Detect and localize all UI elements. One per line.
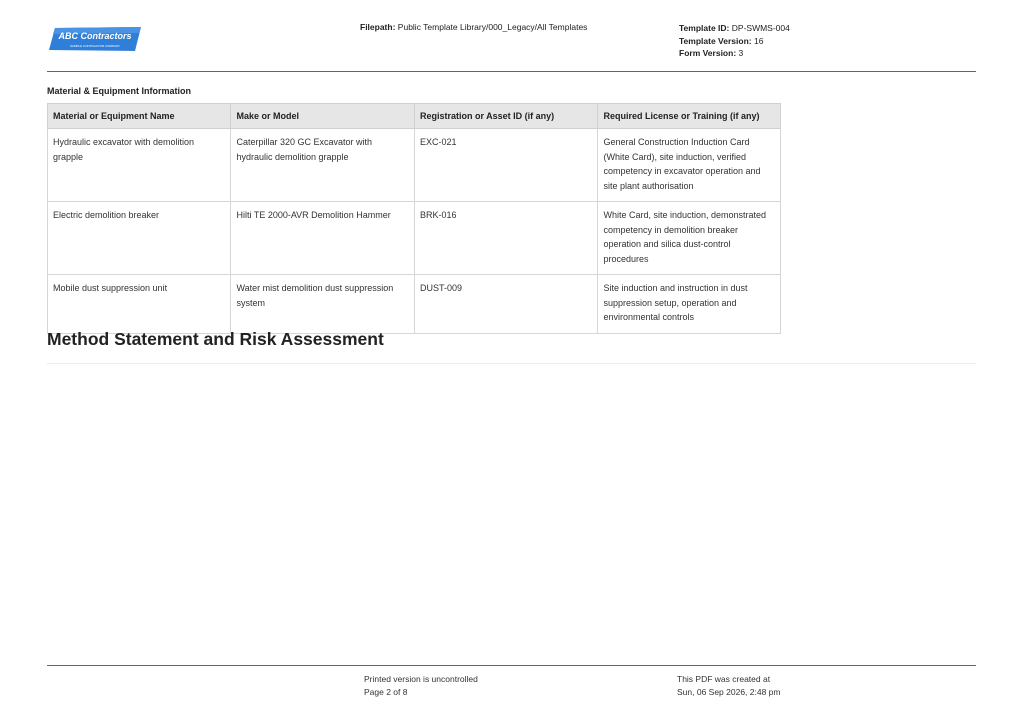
column-header: Required License or Training (if any)	[598, 104, 781, 129]
template-id-value: DP-SWMS-004	[731, 23, 790, 33]
asset-id-cell: EXC-021	[414, 129, 598, 202]
filepath-value: Public Template Library/000_Legacy/All Templates	[397, 22, 588, 32]
footer-left	[364, 673, 478, 698]
uncontrolled-notice: Printed version is uncontrolled	[364, 674, 478, 684]
logo-text: ABC Contractors	[58, 31, 132, 41]
filepath	[360, 22, 587, 32]
company-logo	[49, 26, 141, 52]
training-cell: Site induction and instruction in dust suppression setup, operation and environmental controls	[598, 275, 781, 334]
training-cell: White Card, site induction, demonstrated competency in demolition breaker operation and silica dust-control procedures	[598, 202, 781, 275]
make-model-cell: Water mist demolition dust suppression system	[231, 275, 414, 334]
template-version-value: 16	[753, 35, 764, 46]
table-header-row	[48, 104, 781, 129]
logo-subtext: SAMPLE CONTRACTOR COMPANY	[70, 44, 120, 48]
equipment-name-cell: Electric demolition breaker	[48, 202, 231, 275]
template-id	[679, 22, 790, 35]
footer-right	[677, 673, 781, 698]
form-version-value: 3	[738, 48, 744, 58]
asset-id-cell: BRK-016	[414, 202, 598, 275]
column-header: Make or Model	[231, 104, 414, 129]
column-header: Material or Equipment Name	[48, 104, 231, 129]
page-info: Page 2 of 8	[364, 686, 408, 697]
template-version	[679, 35, 790, 48]
template-id-label: Template ID:	[679, 23, 730, 33]
asset-id-cell: DUST-009	[414, 275, 598, 334]
equipment-name-cell: Mobile dust suppression unit	[48, 275, 231, 334]
make-model-cell: Hilti TE 2000-AVR Demolition Hammer	[231, 202, 414, 275]
table-row	[48, 275, 781, 334]
template-version-label: Template Version:	[679, 35, 752, 46]
page-header	[47, 20, 976, 70]
equipment-name-cell: Hydraulic excavator with demolition grapple	[48, 129, 231, 202]
table-row	[48, 202, 781, 275]
form-version	[679, 47, 790, 60]
make-model-cell: Caterpillar 320 GC Excavator with hydraulic demolition grapple	[231, 129, 414, 202]
column-header: Registration or Asset ID (if any)	[414, 104, 598, 129]
filepath-label: Filepath:	[360, 22, 396, 32]
footer-divider	[47, 665, 976, 666]
created-label: This PDF was created at	[677, 674, 771, 684]
equipment-table	[47, 103, 781, 334]
header-divider	[47, 71, 976, 72]
section-title: Material & Equipment Information	[47, 86, 192, 96]
form-version-label: Form Version:	[679, 48, 737, 58]
template-meta	[679, 22, 790, 60]
section-divider	[47, 363, 976, 364]
training-cell: General Construction Induction Card (White Card), site induction, verified competency in excavator operation and site plant authorisation	[598, 129, 781, 202]
table-row	[48, 129, 781, 202]
created-timestamp: Sun, 06 Sep 2026, 2:48 pm	[677, 686, 781, 697]
method-section-title: Method Statement and Risk Assessment	[47, 329, 384, 349]
